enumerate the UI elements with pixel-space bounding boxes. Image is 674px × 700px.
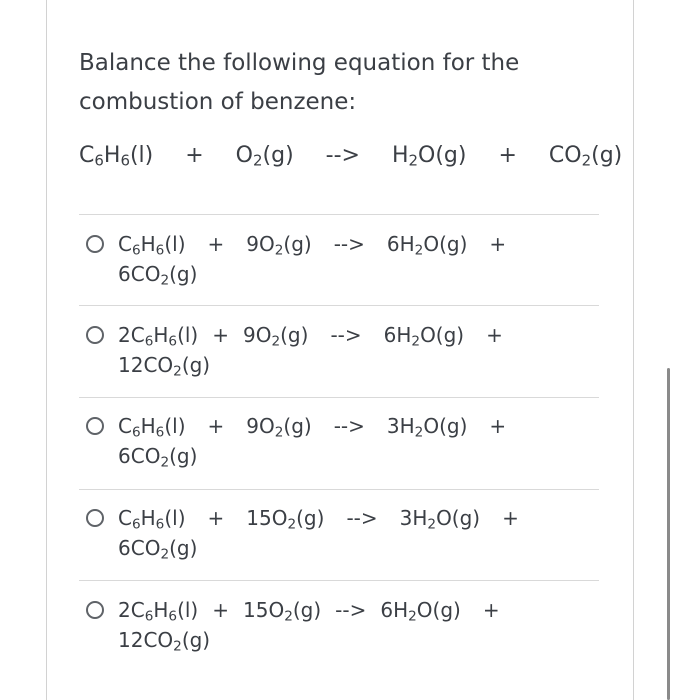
plus-sign: + <box>498 143 517 168</box>
question-prompt: Balance the following equation for the combustion of benzene: <box>79 50 520 115</box>
radio-button[interactable] <box>86 235 104 253</box>
product-water: $H_2O(g)$ <box>391 143 467 170</box>
divider <box>79 305 599 306</box>
product-co2: $CO_2(g)$ <box>548 143 623 170</box>
reaction-arrow: --> <box>325 143 360 168</box>
plus-sign: + <box>185 143 204 168</box>
radio-button[interactable] <box>86 326 104 344</box>
divider <box>79 489 599 490</box>
radio-button[interactable] <box>86 601 104 619</box>
radio-button[interactable] <box>86 509 104 527</box>
reactant-oxygen: $O_2(g)$ <box>235 143 294 170</box>
divider <box>79 397 599 398</box>
scrollbar[interactable] <box>667 368 670 700</box>
divider <box>79 580 599 581</box>
radio-button[interactable] <box>86 417 104 435</box>
reactant-benzene: $C_6H_6(l)$ <box>79 143 154 170</box>
unbalanced-equation <box>79 143 622 168</box>
divider <box>79 214 599 215</box>
